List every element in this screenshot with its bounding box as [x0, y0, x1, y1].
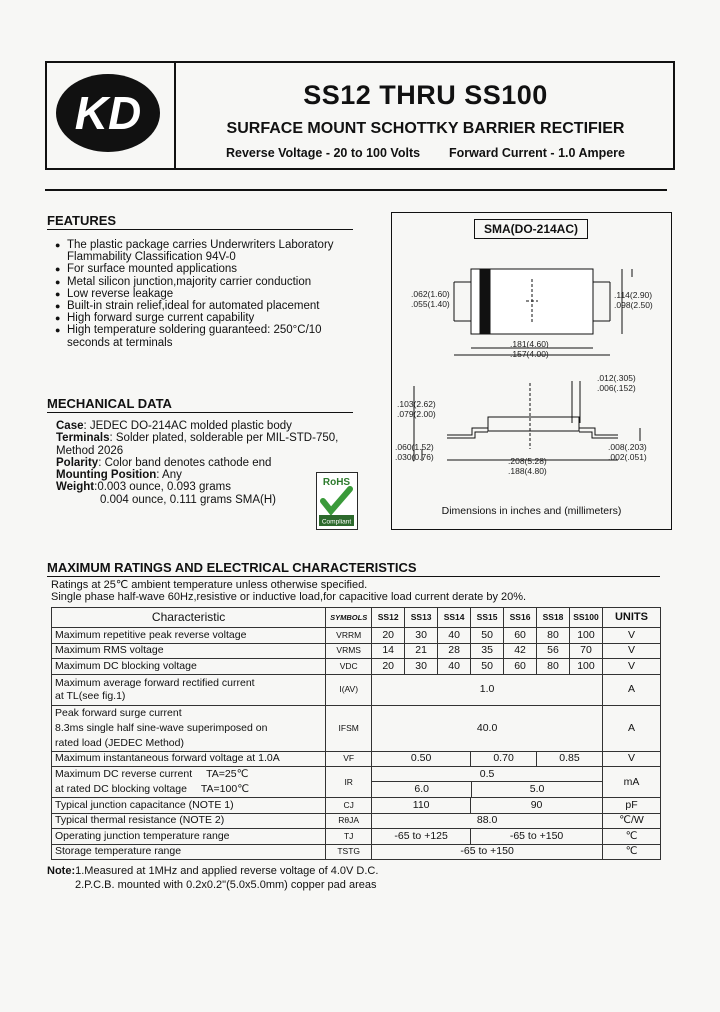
terminals-label: Terminals	[56, 432, 110, 445]
ratings-conditions: Ratings at 25℃ ambient temperature unless otherwise specified. Single phase half-wave 60Hz,resistive or inductive load,for capacitive load current derate by 20%.	[51, 579, 527, 603]
kd-logo	[45, 61, 172, 166]
feature-item: ● Built-in strain relief,ideal for automated placement	[55, 300, 365, 312]
header-characteristic: Characteristic	[52, 608, 326, 628]
mechanical-data	[56, 420, 356, 506]
table-row: Maximum DC reverse current TA=25℃ at rated DC blocking voltage TA=100℃ IR 0.5 6.0 5.0 mA	[52, 767, 661, 798]
feature-item: ● For surface mounted applications	[55, 263, 365, 275]
package-drawing	[391, 212, 672, 530]
header-part: SS12	[372, 608, 405, 628]
header-symbols: SYMBOLS	[326, 608, 372, 628]
table-row: Typical junction capacitance (NOTE 1) CJ 110 90 pF	[52, 798, 661, 814]
dim-body-width: .114(2.90) .098(2.50)	[614, 290, 653, 310]
header-part: SS18	[537, 608, 570, 628]
dim-height: .103(2.62) .079(2.00)	[397, 399, 436, 419]
notes-label: Note:	[47, 865, 76, 877]
mounting-value: : Any	[156, 469, 182, 482]
case-label: Case	[56, 420, 84, 432]
package-outline-diagram	[392, 213, 670, 528]
package-caption: Dimensions in inches and (millimeters)	[441, 505, 622, 517]
logo-cell	[45, 61, 176, 170]
polarity-label: Polarity	[56, 456, 99, 469]
rohs-compliant: Compliant	[321, 518, 352, 526]
table-row: Maximum DC blocking voltage VDC 20 30 40 50 60 80 100 V	[52, 659, 661, 675]
rohs-badge	[316, 472, 358, 530]
features-list	[55, 239, 365, 349]
dim-overall-length: .208(5.28) .188(4.80)	[508, 456, 547, 476]
dim-lead-length: .060(1.52) .030(0.76)	[395, 442, 434, 462]
notes	[47, 864, 667, 892]
feature-item: ● Metal silicon junction,majority carrier conduction	[55, 276, 365, 288]
table-row: Storage temperature range TSTG -65 to +150 ℃	[52, 844, 661, 860]
page-subtitle: SURFACE MOUNT SCHOTTKY BARRIER RECTIFIER	[226, 120, 625, 137]
rohs-check-icon	[317, 473, 356, 528]
mechanical-heading: MECHANICAL DATA	[47, 396, 353, 413]
key-parameters	[176, 146, 675, 160]
table-row: Maximum repetitive peak reverse voltage VRRM 20 30 40 50 60 80 100 V	[52, 628, 661, 644]
header-units: UNITS	[602, 608, 660, 628]
weight-value: :0.003 ounce, 0.093 grams	[94, 481, 231, 494]
forward-current: Forward Current - 1.0 Ampere	[449, 146, 625, 160]
weight-value-alt: 0.004 ounce, 0.111 grams SMA(H)	[100, 493, 276, 506]
dim-standoff: .008(.203) .002(.051)	[608, 442, 647, 462]
table-row: Operating junction temperature range TJ -65 to +125 -65 to +150 ℃	[52, 829, 661, 845]
header-part: SS13	[405, 608, 438, 628]
divider	[45, 189, 667, 191]
note-1: 1.Measured at 1MHz and applied reverse voltage of 4.0V D.C.	[75, 865, 379, 877]
table-row: Maximum average forward rectified current at TL(see fig.1) I(AV) 1.0 A	[52, 674, 661, 705]
package-title: SMA(DO-214AC)	[474, 219, 588, 239]
ratings-table	[51, 607, 661, 860]
table-header-row	[52, 608, 661, 628]
header-part: SS100	[570, 608, 603, 628]
dim-body-length: .181(4.60) .157(4.00)	[510, 339, 549, 359]
table-row: Maximum RMS voltage VRMS 14 21 28 35 42 56 70 V	[52, 643, 661, 659]
header-part: SS14	[438, 608, 471, 628]
page-title: SS12 THRU SS100	[303, 80, 548, 110]
note-2: 2.P.C.B. mounted with 0.2x0.2"(5.0x5.0mm) copper pad areas	[75, 879, 377, 891]
mounting-label: Mounting Position	[56, 469, 157, 482]
terminals-value: : Solder plated, solderable per MIL-STD-750, Method 2026	[56, 432, 339, 457]
features-heading: FEATURES	[47, 213, 353, 230]
polarity-value: : Color band denotes cathode end	[98, 456, 272, 469]
ratings-heading: MAXIMUM RATINGS AND ELECTRICAL CHARACTERISTICS	[47, 560, 660, 577]
header-part: SS16	[504, 608, 537, 628]
table-row: Typical thermal resistance (NOTE 2) RθJA 88.0 ℃/W	[52, 813, 661, 829]
reverse-voltage: Reverse Voltage - 20 to 100 Volts	[226, 146, 421, 160]
table-row: Maximum instantaneous forward voltage at 1.0A VF 0.50 0.70 0.85 V	[52, 751, 661, 767]
header-part: SS15	[471, 608, 504, 628]
feature-item: ● High forward surge current capability	[55, 312, 365, 324]
feature-item: ● The plastic package carries Underwriters Laboratory Flammability Classification 94V-0	[55, 239, 365, 263]
rohs-text: RoHS	[322, 477, 351, 488]
dim-lead-thickness: .012(.305) .006(.152)	[597, 373, 636, 393]
weight-label: Weight	[56, 481, 95, 494]
dim-band-width: .062(1.60) .055(1.40)	[411, 289, 450, 309]
logo-text: KD	[74, 87, 142, 139]
feature-item: ● High temperature soldering guaranteed: 250°C/10 seconds at terminals	[55, 324, 365, 348]
case-value: : JEDEC DO-214AC molded plastic body	[83, 420, 292, 432]
table-row: Peak forward surge current 8.3ms single half sine-wave superimposed on rated load (JEDEC Method) IFSM 40.0 A	[52, 705, 661, 751]
feature-item: ● Low reverse leakage	[55, 288, 365, 300]
